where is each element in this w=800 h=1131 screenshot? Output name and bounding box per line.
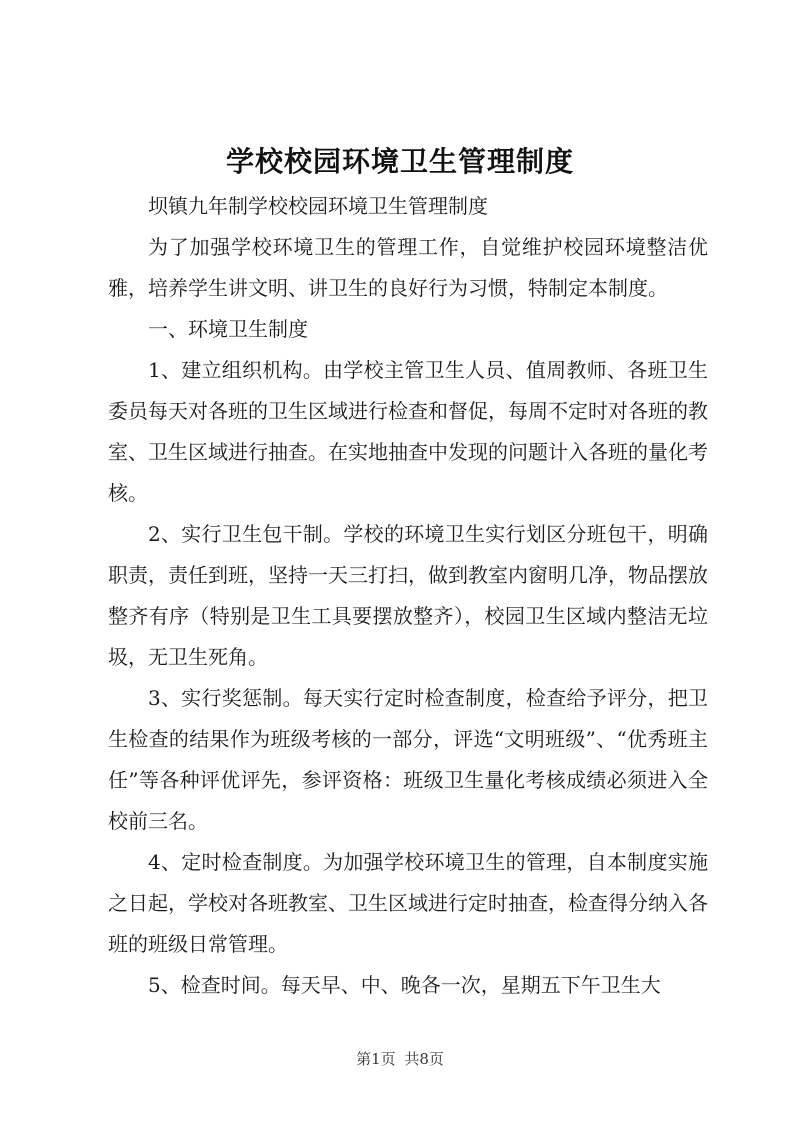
page-footer <box>0 1048 800 1069</box>
section-heading: 一、环境卫生制度 <box>148 317 308 341</box>
paragraph-intro: 为了加强学校环境卫生的管理工作，自觉维护校园环境整洁优雅，培养学生讲文明、讲卫生的良好行为习惯，特制定本制度。 <box>108 235 708 300</box>
document-body <box>108 186 708 1006</box>
paragraph-item-2: 2、实行卫生包干制。学校的环境卫生实行划区分班包干，明确职责，责任到班，坚持一天三打扫，做到教室内窗明几净，物品摆放整齐有序（特别是卫生工具要摆放整齐），校园卫生区域内整洁无垃圾，无卫生死角。 <box>108 522 708 669</box>
page-number: 第1页 <box>356 1050 396 1068</box>
paragraph-item-5: 5、检查时间。每天早、中、晚各一次，星期五下午卫生大 <box>148 973 661 997</box>
document-title: 学校校园环境卫生管理制度 <box>225 145 574 178</box>
paragraph-item-1: 1、建立组织机构。由学校主管卫生人员、值周教师、各班卫生委员每天对各班的卫生区域进行检查和督促，每周不定时对各班的教室、卫生区域进行抽查。在实地抽查中发现的问题计入各班的量化考核。 <box>108 358 708 505</box>
paragraph-item-4: 4、定时检查制度。为加强学校环境卫生的管理，自本制度实施之日起，学校对各班教室、卫生区域进行定时抽查，检查得分纳入各班的班级日常管理。 <box>108 850 708 956</box>
paragraph-subtitle: 坝镇九年制学校校园环境卫生管理制度 <box>148 194 488 218</box>
page-total: 共8页 <box>404 1050 444 1068</box>
paragraph-item-3: 3、实行奖惩制。每天实行定时检查制度，检查给予评分，把卫生检查的结果作为班级考核的一部分，评选“文明班级”、“优秀班主任”等各种评优评先，参评资格：班级卫生量化考核成绩必须进入全校前三名。 <box>108 686 708 833</box>
